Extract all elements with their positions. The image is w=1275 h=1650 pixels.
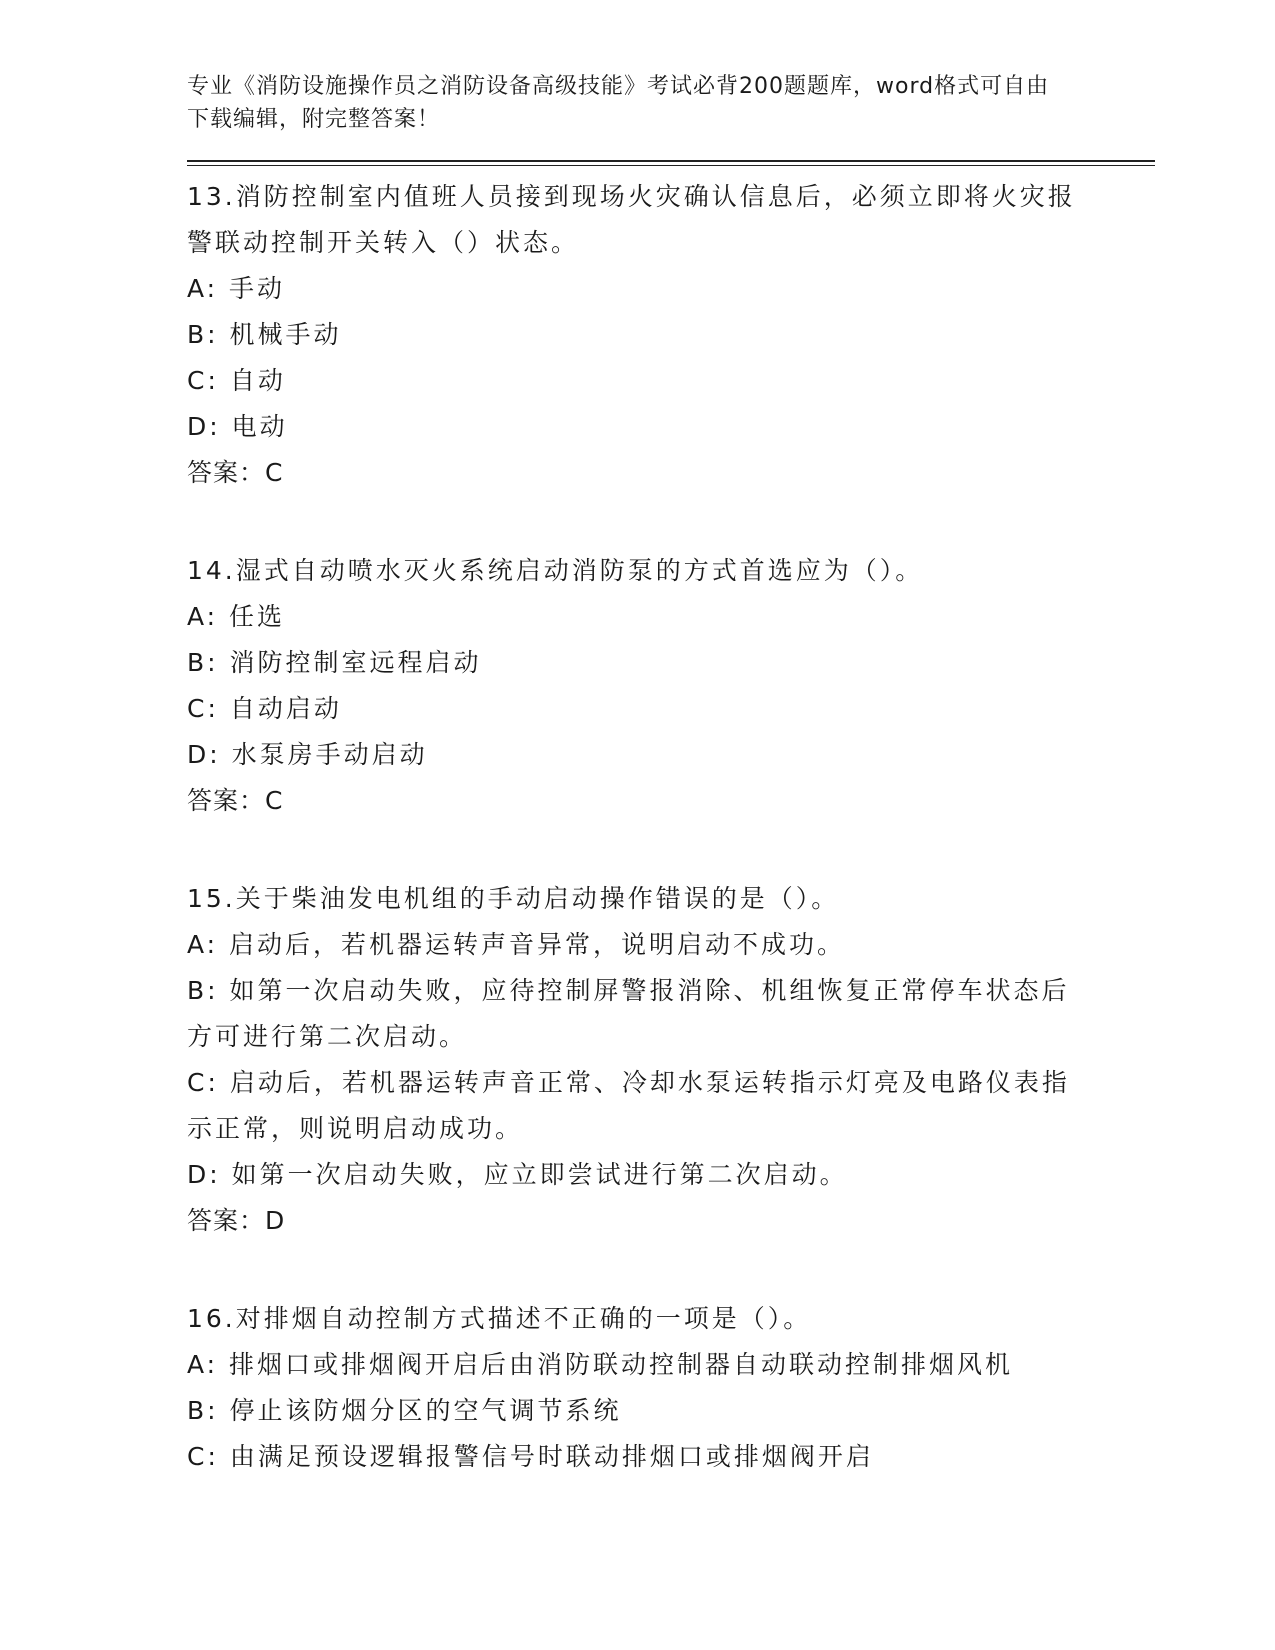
question-text: 14.湿式自动喷水灭火系统启动消防泵的方式首选应为（）。 [187, 556, 924, 585]
option-d: D: 水泵房手动启动 [187, 740, 428, 769]
answer-line [187, 1198, 1157, 1244]
question-list [187, 174, 1157, 1480]
answer-label: 答案： [187, 1206, 266, 1235]
question-text: 16.对排烟自动控制方式描述不正确的一项是（）。 [187, 1304, 812, 1333]
question-14 [187, 548, 1157, 824]
option-c: C: 自动启动 [187, 694, 342, 723]
document-header: 专业《消防设施操作员之消防设备高级技能》考试必背200题题库，word格式可自由下载编辑，附完整答案！ [187, 74, 1050, 132]
option-c: C: 由满足预设逻辑报警信号时联动排烟口或排烟阀开启 [187, 1442, 874, 1471]
answer-value: D [265, 1206, 286, 1235]
option-a: A: 排烟口或排烟阀开启后由消防联动控制器自动联动控制排烟风机 [187, 1350, 1014, 1379]
answer-line [187, 778, 1157, 824]
answer-value: C [265, 458, 284, 487]
answer-line [187, 450, 1157, 496]
answer-label: 答案： [187, 458, 266, 487]
option-a: A: 启动后，若机器运转声音异常，说明启动不成功。 [187, 930, 846, 959]
option-d: D: 电动 [187, 412, 288, 441]
option-a: A: 手动 [187, 274, 286, 303]
option-a: A: 任选 [187, 602, 286, 631]
question-16 [187, 1296, 1157, 1480]
option-b: B: 停止该防烟分区的空气调节系统 [187, 1396, 622, 1425]
question-text: 13.消防控制室内值班人员接到现场火灾确认信息后，必须立即将火灾报警联动控制开关转入（）状态。 [187, 182, 1076, 257]
document-page [187, 70, 1157, 1532]
option-b: B: 机械手动 [187, 320, 342, 349]
header-divider [187, 160, 1155, 166]
option-b: B: 如第一次启动失败，应待控制屏警报消除、机组恢复正常停车状态后方可进行第二次启动。 [187, 976, 1070, 1051]
option-b: B: 消防控制室远程启动 [187, 648, 482, 677]
answer-label: 答案： [187, 786, 266, 815]
option-c: C: 自动 [187, 366, 286, 395]
option-d: D: 如第一次启动失败，应立即尝试进行第二次启动。 [187, 1160, 848, 1189]
question-text: 15.关于柴油发电机组的手动启动操作错误的是（）。 [187, 884, 840, 913]
question-13 [187, 174, 1157, 496]
option-c: C: 启动后，若机器运转声音正常、冷却水泵运转指示灯亮及电路仪表指示正常，则说明启动成功。 [187, 1068, 1070, 1143]
answer-value: C [265, 786, 284, 815]
question-15 [187, 876, 1157, 1244]
